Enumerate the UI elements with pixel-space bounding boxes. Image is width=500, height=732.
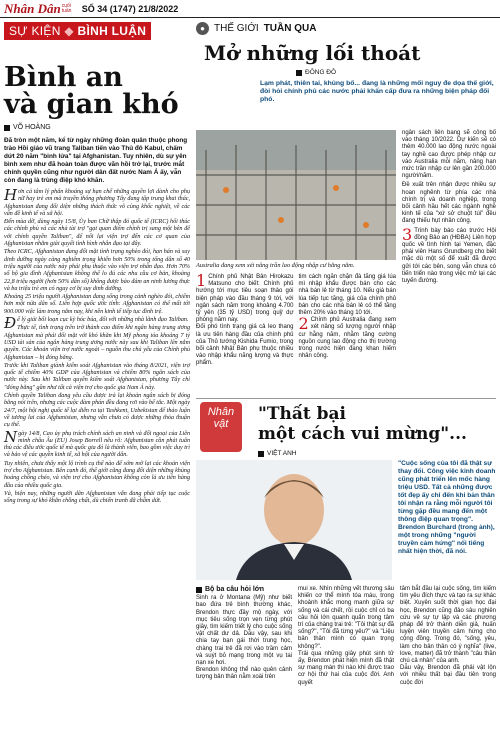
paragraph: Đề xuất trên nhận được nhiều sự hoan nghênh từ phía các nhà chính trị và doanh nghiệp, trong bối cảnh hầu hết các ngành nghề kinh tế của "xứ sở chuột túi" đều đang thiếu hụt nhân công. xyxy=(402,182,496,225)
world-article-right-column xyxy=(402,130,496,287)
paragraph xyxy=(4,427,190,460)
photo-caption: Australia đang xem xét nâng trần lao động nhập cư hằng năm. xyxy=(196,262,355,269)
paragraph: Trải qua những giây phút sinh tử ấy, Brendon phát hiện mình đã thật sự mang màn thì nào khi được trao cơ hội thứ hai của cuộc đời. Anh quyết xyxy=(298,650,394,686)
item-number: 1 xyxy=(196,271,207,290)
body-column xyxy=(298,586,394,687)
paragraph-text: Trình bày báo cáo trước Hội đồng Bảo an (HĐBA) Liên hợp quốc về tình hình tại Yemen, đặc phái viên Hans Grundberg cho biết mặc dù một số để xuất đã được gửi tới các bên, song vẫn chưa có tiến triển nào trong việc mở lại các tuyến đường. xyxy=(402,227,496,285)
paragraph-text: Chính phủ Nhật Bản Hirokazu Matsuno cho biết: Chính phủ hướng tới mục tiêu soạn thảo gói biện pháp vào đầu tháng 9 tới, với ngân sách năm trong khoảng 4.700 tỷ yên (35 tỷ USD) trong quỹ dự phòng năm nay. xyxy=(196,274,294,324)
paragraph: Và, hiện nay, những người dân Afghanistan vẫn đang phải tiếp tục cuộc sống trong sự khó khăn chồng chất, dù chiến tranh đã chấm dứt. xyxy=(4,490,190,505)
article-body xyxy=(4,186,190,505)
profile-body xyxy=(196,586,496,687)
paragraph: Trước khi Taliban giành kiểm soát Afghanistan vào tháng 8/2021, viện trợ quốc tế chiếm 40% GDP của Afghanistan và chiếm 80% ngân sách của nước này. Sau khi Taliban quyền kiểm soát Afghanistan, phương Tây chỉ "đóng băng" gần như tất cả viện trợ cho quốc gia Nam Á này. xyxy=(4,362,190,391)
world-article-lead: Lạm phát, thiên tai, khủng bố... đang là những mối nguy đe dọa thế giới, đòi hỏi chính phủ các nước phải khẩn cấp đưa ra những biện pháp đối phó. xyxy=(260,80,494,103)
item-number: 3 xyxy=(402,224,413,244)
byline-author: ĐÔNG ĐÔ xyxy=(305,69,337,76)
paragraph xyxy=(4,314,190,333)
article-title xyxy=(4,64,190,118)
paragraph: Tuy nhiên, chưa thấy một lộ trình cụ thể nào để sớm mở lại các khoản viện trợ cho Afghanistan. Bên cạnh đó, thế giới cũng đang đối diện những khủng hoảng chồng chéo, và viện trợ cho Afghanistan không còn là ưu tiên hàng đầu của nhiều quốc gia. xyxy=(4,460,190,489)
newspaper-logo: Nhân Dân xyxy=(4,0,61,16)
issue-info: SỐ 34 (1747) 21/8/2022 xyxy=(81,3,179,14)
paragraph xyxy=(196,271,294,324)
profile-byline xyxy=(258,450,297,457)
byline-author: VIỆT ANH xyxy=(267,450,297,457)
byline-square-icon xyxy=(296,70,302,76)
paragraph: Dẫu vậy, Brendon đã phải vật lộn với nhiều thất bại đầu tiên trong cuộc đời xyxy=(400,665,496,686)
byline-square-icon xyxy=(4,125,10,131)
subheading-text: Bộ ba câu hỏi lớn xyxy=(205,586,265,593)
article-title-line-2: và gian khó xyxy=(4,89,179,120)
section-label-a: SỰ KIỆN xyxy=(9,24,61,38)
paragraph: Chính quyền Taliban đang yêu cầu được trả lại khoản ngân sách bị đóng băng nói trên, nhưng các cuộc đàm phán đều đang rơi vào bế tắc. Một ngày 24/7, một hội nghị quốc tế lại diễn ra tại Tashkent, Uzbekistan để thảo luận về tương lai của Afghanistan, nhưng vẫn chưa có được những thỏa thuận cụ thể. xyxy=(4,393,190,429)
paragraph: ngân sách liên bang sẽ công bố vào tháng 10/2022. Dự kiến sẽ có thêm 40.000 lao động nước ngoài tay nghề cao được phép nhập cư vào Australia mỗi năm, nâng hạn mức trần nhập cư lên gần 200.000 người/năm. xyxy=(402,130,496,180)
section-label-su-kien xyxy=(4,22,151,40)
left-article xyxy=(4,22,190,506)
article-lead: Đã tròn một năm, kể từ ngày những đoàn quân thuộc phong trào Hồi giáo vũ trang Taliban tiến vào Thủ đô Kabul, chấm dứt 20 năm "binh lửa" tại Afghanistan. Tuy nhiên, dù sự yên bình xem như đã hoàn toàn được vãn hồi trở lại, trước mắt chính quyền cũng như người dân đất nước Nam Á ấy, vẫn còn đang là trùng điệp khó khăn. xyxy=(4,137,188,184)
subheading-square-icon xyxy=(196,587,202,593)
section-label-a: THẾ GIỚI xyxy=(214,23,259,34)
globe-icon: ● xyxy=(196,22,209,35)
paragraph xyxy=(402,224,496,286)
paragraph: tâm bắt đầu lại cuộc sống, tìm kiếm tìm yêu đích thực và tạo ra sự khác biệt. Xuyên suốt thời gian học đại học, Brendon cũng đảo sâu nghiên cứu về sự tự lập và các phương pháp để trở thành diễn giả, huấn luyện viên truyền cảm hứng cho cộng đồng. Trong đó, "sống, yêu, làm cho bản thân có ý nghĩa" (live, love, matter) đã trở thành "câu thần chú cả nhân" của anh. xyxy=(400,586,496,665)
newspaper-logo-sub: cuối tuần xyxy=(61,2,72,14)
paragraph-text: gày 14/8, Cao ủy phụ trách chính sách an ninh và đối ngoại của Liên minh châu Âu (EU) Josep Borrell nêu rõ: Afghanistan cần phải tuân thủ các điều ước quốc tế mà quốc gia đó là thành viên, bao gồm việc duy trì và bảo vệ các quyền kinh tế, xã hội của người dân. xyxy=(4,430,190,459)
byline-author: VÕ HOÀNG xyxy=(13,124,51,131)
nhan-vat-badge xyxy=(200,402,242,452)
body-column xyxy=(299,274,397,368)
badge-line-1: Nhân xyxy=(207,406,235,418)
world-article-header xyxy=(196,22,496,104)
paragraph: Khoảng 25 triệu người Afghanistan đang sống trong cảnh nghèo đói, chiếm hơn một nửa dân số. Liên hợp quốc ước tính: Afghanistan có thể mất tới 900.000 việc làm trong năm nay, khi nền kinh tế tiếp tục đình trệ. xyxy=(4,294,190,315)
construction-photo xyxy=(196,130,396,260)
paragraph: Thực tế, tình trạng trên trở thành cao điểm khi ngân hàng trung ương Afghanistan mà phải đối mặt với khó khăn khi Mỹ phong tỏa khoảng 7 tỷ USD tài sản của ngân hàng trung ương nước này sau khi Taliban lên nắm quyền. Các khoản viện trợ nước ngoài – nguồn thu chủ yếu của Chính phủ Afghanistan – bị đóng băng. xyxy=(4,325,190,361)
paragraph: Brendon không thể nào quên cảnh tượng bản thân nằm xoài trên xyxy=(196,667,292,681)
body-column xyxy=(196,586,292,687)
paragraph-text: ể lý giải bối loạn cục kỳ hóc búa, đối với những nhà lãnh đạo Taliban. xyxy=(17,317,189,324)
paragraph: mui xe. Nhìn những vết thương sâu khiến cơ thể mình tóa máu, trong khoảnh khắc mong manh giữa sự sống và cái chết, rồi cuộc chỉ có ba câu hỏi lớn quanh quẩn trong tâm trí của chàng trai trẻ: "Tôi thật sự đã sống?", "Tôi đã từng yêu?" và "Liệu bản thân mình có quan trọng không?". xyxy=(298,586,394,650)
item-number: 2 xyxy=(298,314,309,334)
profile-title-line-2: một cách vui mừng"... xyxy=(258,424,467,444)
section-label-b: BÌNH LUẬN xyxy=(77,24,147,38)
article-byline xyxy=(4,124,190,131)
profile-quote: "Cuộc sống của tôi đã thật sự thay đổi. Công việc kinh doanh cũng phát triển lên mốc hàng triệu USD. Tất cả những được tốt đẹp ấy chỉ đến khi bản thân tôi nhận ra rằng mỗi người tôi từng gặp đều mang đến một thông điệp quan trọng". Brendon Burchard (trong ảnh), một trong những "người truyền cảm hứng" nổi tiếng nhất hiện thời, đã nói. xyxy=(398,460,496,555)
world-article-byline xyxy=(296,69,496,76)
badge-line-2: vật xyxy=(213,418,229,430)
section-label-b: TUẦN QUA xyxy=(263,23,317,34)
drop-cap: Đ xyxy=(4,314,17,333)
paragraph: Đối phó tình trạng giá cả leo thang là ưu tiên hàng đầu của chính phủ của Thủ tướng Kishida Fumio, trong bối cảnh Nhật Bản phụ thuộc nhiều vào nhập khẩu năng lượng và thực phẩm. xyxy=(196,324,294,367)
masthead xyxy=(0,0,500,18)
section-separator: ◆ xyxy=(64,24,74,38)
paragraph xyxy=(298,314,397,360)
drop-cap: H xyxy=(4,186,18,204)
body-column xyxy=(196,271,294,368)
subheading xyxy=(196,586,292,593)
body-column xyxy=(400,586,496,687)
world-article-title: Mở những lối thoát xyxy=(204,41,421,65)
profile-title-line-1: "Thất bại xyxy=(258,404,347,424)
paragraph xyxy=(4,186,190,218)
paragraph-text: Chính phủ Australia đang xem xét nâng số lượng người nhập cư hằng năm, nhằm tăng cường nguồn cung lao động cho thị trường trong nước hiện đang khan hiếm nhân công. xyxy=(298,317,396,360)
paragraph: tim cách ngăn chặn đà tăng giá lúa mì nhập khẩu được bán cho các nhà bán lẻ từ tháng 10. Nếu giá bán lúa tiếp tục tăng, giá của chính phủ bán cho các nhà bán lẻ có thể tăng thêm 20% vào tháng 10 tới. xyxy=(298,274,396,317)
portrait-photo xyxy=(196,460,392,580)
paragraph: Đến mùa dỡ, dùng ngày 15/8, Ủy ban Chữ thập đỏ quốc tế (ICRC) hối thúc các chính phủ và các nhà tài trợ "gạt quan điểm chính trị sang một bên để với chính quyền Taliban", để nối lại viện trợ đến các cơ quan của Afghanistan nhằm giải quyết tình hình nhân đạo tại đây. xyxy=(4,219,190,248)
paragraph-text: ơn cả tâm lý phân khoáng sự hạn chế những quyền lợi dành cho phụ nữ hay trẻ em mà truyền thông phương Tây đang tập trung khai thác, Afghanistan đang đối diện những thách thức vô cùng khốc nghiệt, về các vấn đề kinh tế và xã hội. xyxy=(4,189,190,217)
paragraph: Theo ICRC, Afghanistan đang đối mặt tình trạng nghèo đói, hạn hán và suy dinh dưỡng ngày càng nghiêm trọng khiến hơn 50% trong tổng dân số 40 triệu người của nước này phải phụ thuộc vào viện trợ nhân đạo. Hơn 70% số hộ gia đình Afghanistan không thể lo đủ các nhu cầu cơ bản, khoảng 22,8 triệu người (hơn 50% dân số) không được bảo đảm an ninh lương thực và ba triệu trẻ em có nguy cơ bị suy dinh dưỡng. xyxy=(4,249,190,292)
world-article-body xyxy=(196,271,396,368)
article-title-line-1: Bình an xyxy=(4,62,123,93)
paragraph: Sinh ra ở Montana (Mỹ) như biết bao đứa trẻ bình thường khác, Brendon thực đầy mộ ngày, với mục tiêu sống trọn vẹn từng phút giây, tìm kiếm triết lý cho cuộc sống vật chất dư dả. Dẫu vậy, sau khi chia tay bạn gái thời trung học, chàng trai trẻ đã rơi vào trầm cảm và suýt bỏ mạng trong một vụ tai nạn xe hơi. xyxy=(196,595,292,667)
drop-cap: N xyxy=(4,427,18,446)
section-label-the-gioi xyxy=(196,22,496,35)
profile-title xyxy=(258,404,496,444)
section-divider xyxy=(196,398,496,399)
byline-square-icon xyxy=(258,451,264,457)
